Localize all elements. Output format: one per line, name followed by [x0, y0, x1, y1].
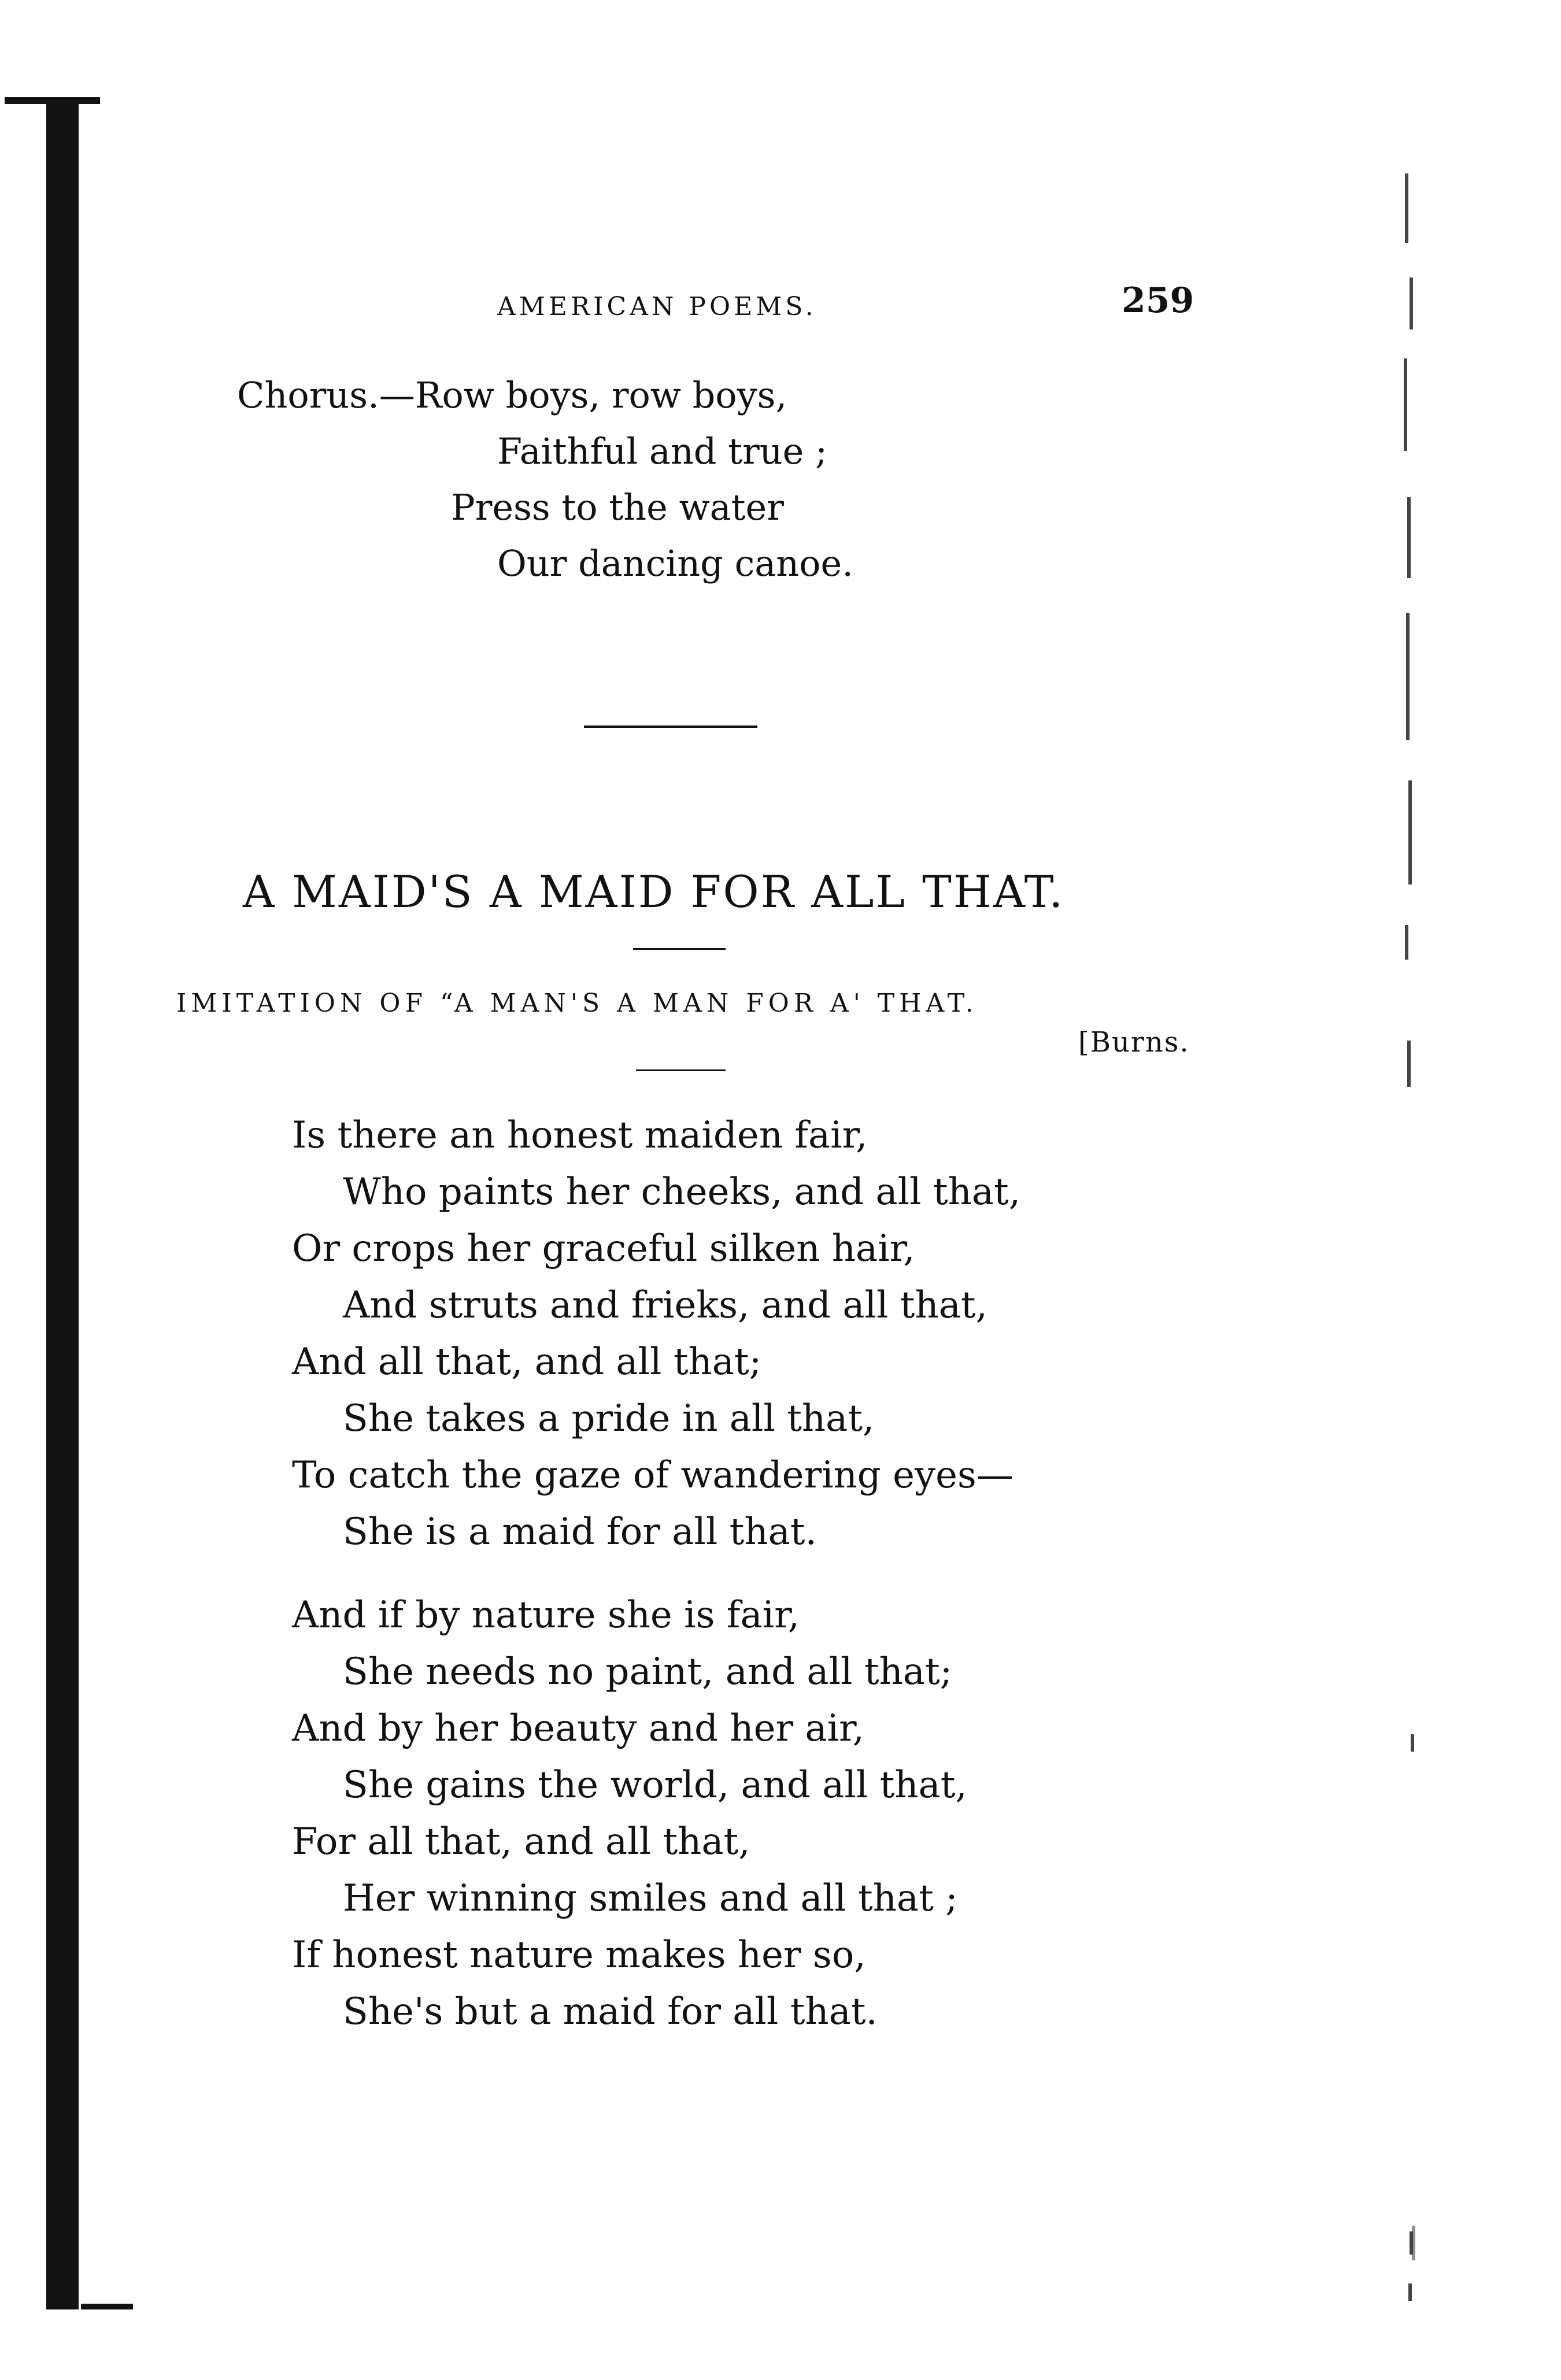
verse-line: To catch the gaze of wandering eyes— [292, 1454, 1013, 1497]
verse-line: Her winning smiles and all that ; [343, 1877, 958, 1920]
verse-line: And all that, and all that; [292, 1341, 762, 1383]
chorus-line: Chorus.—Row boys, row boys, [237, 374, 787, 416]
page-number: 259 [1122, 280, 1194, 321]
poem-title: A MAID'S A MAID FOR ALL THAT. [243, 866, 1065, 917]
binding-edge [46, 98, 79, 2309]
verse-line: Is there an honest maiden fair, [292, 1114, 868, 1157]
verse-line: And by her beauty and her air, [292, 1707, 864, 1750]
chorus-line: Our dancing canoe. [497, 542, 853, 584]
subtitle-rule [636, 1069, 726, 1071]
verse-line: She gains the world, and all that, [343, 1764, 967, 1807]
verse-line: She's but a maid for all that. [343, 1990, 878, 2033]
stanza-1 [292, 1107, 1020, 1560]
verse-line: Who paints her cheeks, and all that, [343, 1171, 1021, 1213]
running-head [0, 280, 1561, 327]
verse-line: She takes a pride in all that, [343, 1397, 875, 1440]
verse-line: She is a maid for all that. [343, 1511, 817, 1553]
running-title: AMERICAN POEMS. [497, 292, 817, 321]
section-divider [584, 726, 757, 728]
chorus-line: Faithful and true ; [497, 430, 827, 472]
verse-line: And if by nature she is fair, [292, 1594, 800, 1637]
chorus-verse [237, 367, 853, 591]
verse-line: She needs no paint, and all that; [343, 1650, 953, 1693]
binding-edge-top [5, 97, 100, 104]
verse-line: Or crops her graceful silken hair, [292, 1227, 915, 1270]
verse-line: For all that, and all that, [292, 1820, 750, 1863]
verse-line: And struts and frieks, and all that, [343, 1284, 987, 1327]
margin-show-through [1399, 173, 1434, 2255]
stanza-2 [292, 1587, 967, 2040]
poem-attribution: [Burns. [1078, 1026, 1190, 1058]
verse-line: If honest nature makes her so, [292, 1934, 866, 1976]
poem-subtitle: IMITATION OF “A MAN'S A MAN FOR A' THAT. [176, 989, 978, 1018]
binding-edge-bottom [81, 2304, 133, 2309]
title-rule [633, 948, 726, 950]
chorus-line: Press to the water [451, 486, 784, 528]
